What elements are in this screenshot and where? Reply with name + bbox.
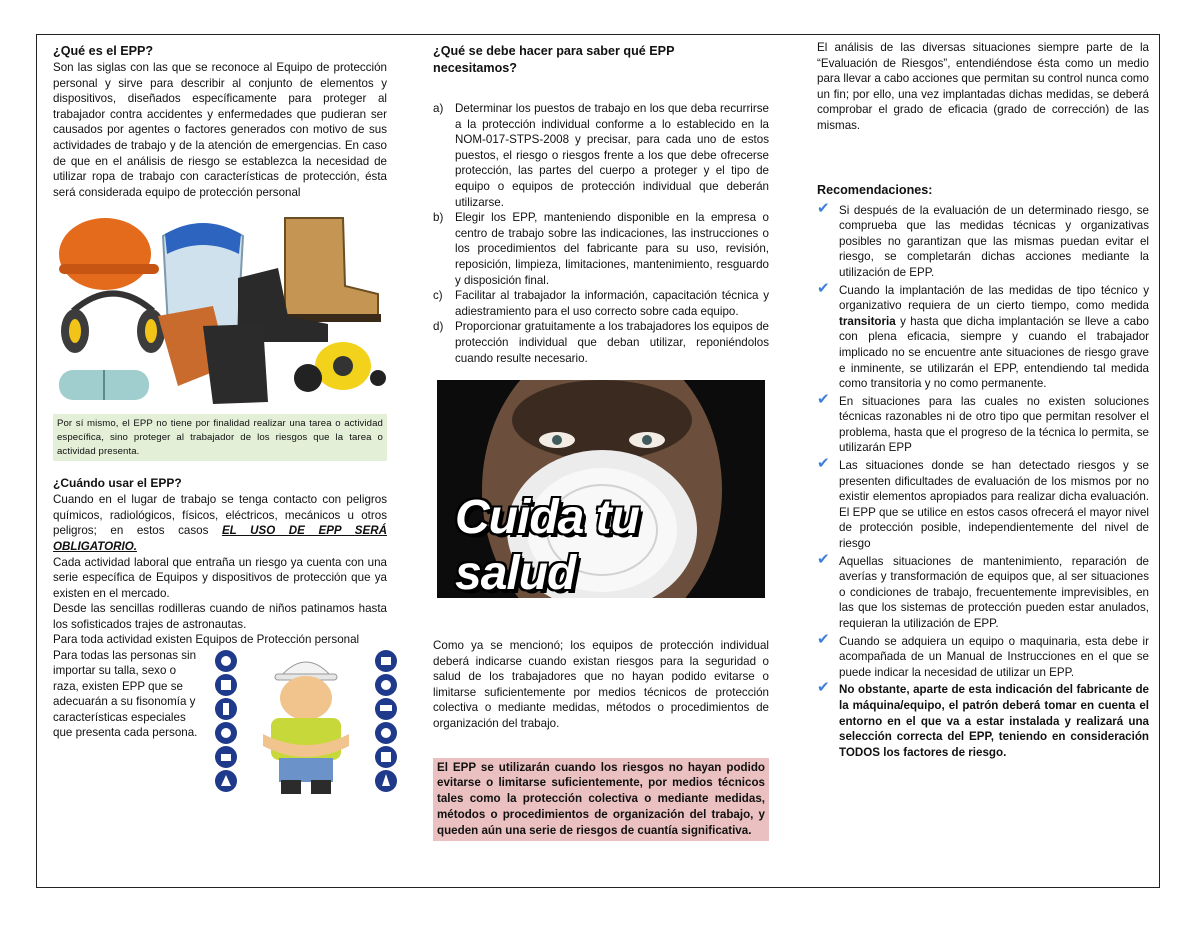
list-item-text: No obstante, aparte de esta indicación del fabricante de la máquina/equipo, el patrón deberá tomar en cuenta el entorno en el que va a estar instalada y realizará una selección correcta del EPP, teniendo en consideración TODOS <box>839 683 1149 759</box>
list-item-text: Facilitar al trabajador la información, capacitación técnica y adiestramiento para el uso correcto sobre cada equipo. <box>455 289 769 318</box>
safety-signs-left <box>213 650 239 801</box>
epp-purpose-note: Por sí mismo, el EPP no tiene por finalidad realizar una tarea o actividad específica, sino proteger al trabajador de los riesgos que la tarea o actividad presenta. <box>53 414 387 461</box>
list-item-emphasis: transitoria <box>839 314 896 328</box>
safety-signs-right <box>373 650 399 801</box>
list-item <box>433 288 769 319</box>
list-item-text: Cuando la implantación de las medidas de tipo técnico y organizativo requiera de un cierto tiempo, como medida <box>839 283 1149 313</box>
check-icon: ✔ <box>817 630 830 648</box>
every-activity-text: Para toda actividad existen Equipos de Protección personal <box>53 633 360 647</box>
boot-icon <box>283 218 381 322</box>
list-marker: c) <box>433 289 443 303</box>
list-item-text: En situaciones para las cuales no existen soluciones técnicas razonables ni de otro tipo que permitan resolver el problema, hasta que el progreso de la técnica lo permita, se utilizarán EPP <box>839 394 1149 455</box>
check-icon: ✔ <box>817 455 830 473</box>
all-people-text: Para todas las personas sin importar su talla, sexo o raza, existen EPP que se adecuarán a su fisonomía y características especiales que presenta cada persona. <box>53 649 198 740</box>
section-title-when-to-use: ¿Cuándo usar el EPP? <box>53 476 182 491</box>
list-item <box>817 455 1149 552</box>
safety-sign-icon <box>375 650 397 792</box>
list-item-text: Determinar los puestos de trabajo en los que deba recurrirse a la protección individual conforme a lo establecido en la NOM-017-STPS-2008 y precisar, para cada uno de estos puestos, el riesgo o riesgos frente a los que debe ofrecerse protección, las partes del cuerpo a proteger y el tipo de equipo o equipos de protección individual que deberán utilizarse. <box>455 102 769 209</box>
column-right <box>817 40 1149 762</box>
list-item-text: Cuando se adquiera un equipo o maquinaria, esta debe ir acompañada de un Manual de Instrucciones en el que se puede indicar la necesidad de utilizar un EPP. <box>839 634 1149 679</box>
respirator-icon <box>294 342 386 392</box>
list-item-text: Elegir los EPP, manteniendo disponible en la empresa o centro de trabajo sobre las indicaciones, las instrucciones o los procedimientos del fabricante para su uso, revisión, reposición, limpieza, limitaciones, mantenimiento, resguardo y disposición final. <box>455 211 769 287</box>
list-item <box>817 630 1149 681</box>
check-icon: ✔ <box>817 199 830 217</box>
check-icon: ✔ <box>817 550 830 568</box>
list-marker: d) <box>433 320 444 334</box>
list-item <box>817 679 1149 760</box>
list-item <box>817 279 1149 392</box>
list-item <box>433 101 769 210</box>
check-icon: ✔ <box>817 279 830 297</box>
what-is-epp-text: Son las siglas con las que se reconoce al Equipo de protección personal y sirve para describir al conjunto de elementos y dispositivos, diseñados específicamente para proteger al trabajador contra accidentes y enfermedades que pudieran ser causados por agentes o factores generados con motivo de sus actividades de trabajo y de la atención de emergencias. En caso de que en el análisis de riesgo se establezca la necesidad de utilizar ropa de trabajo con características de protección, ésta será considerada equipo de protección personal <box>53 61 387 199</box>
list-item-text: los factores de riesgo. <box>880 745 1007 759</box>
photo-caption: Cuida tu salud <box>455 491 639 599</box>
kneepads-astronauts-text: Desde las sencillas rodilleras cuando de niños patinamos hasta los sofisticados trajes de astronautas. <box>53 602 387 631</box>
goggles-icon <box>59 370 149 400</box>
check-icon: ✔ <box>817 390 830 408</box>
earmuffs-icon <box>61 294 165 354</box>
people-section <box>53 648 387 798</box>
list-item-text: Aquellas situaciones de mantenimiento, reparación de averías y transformación de equipos que, al ser situaciones o condiciones de trabajo, frecuentemente imprevisibles, en las que los sistemas de protección pueden estar anulados, requieran la utilización de EPP. <box>839 554 1149 630</box>
list-item <box>817 199 1149 281</box>
list-item-text: y hasta que dicha implantación se lleve a cabo con plena eficacia, siempre y cuando el trabajador implicado no se encuentre ante situaciones de riesgo grave e inminente, se utilizarán el EPP, entendiendo tal medida como transitoria y no como permanente. <box>839 314 1149 391</box>
list-item-text: Proporcionar gratuitamente a los trabajadores los equipos de protección individual que deban utilizar, reponiéndolos cuando resulte necesario. <box>455 320 769 365</box>
section-title-which-epp: ¿Qué se debe hacer para saber qué EPP necesitamos? <box>433 44 675 75</box>
ppe-collage-image <box>53 206 387 412</box>
list-item-text: Si después de la evaluación de un determinado riesgo, se comprueba que las medidas técnicas y organizativas posibles no garantizan que las mismas puedan evitar el riesgo, se completarán dichas acciones mediante la utilización de EPP. <box>839 203 1149 279</box>
mask-photo <box>437 380 765 598</box>
list-item <box>817 550 1149 632</box>
list-item-text: Las situaciones donde se han detectado riesgos y se presenten dificultades de evaluación de los mismos por no existir elementos apropiados para realizar dicha evaluación. El EPP que se utilice en estos casos ofrecerá el mayor nivel de protección posible, independientemente del nivel de riesgo <box>839 459 1149 551</box>
risk-evaluation-text: El análisis de las diversas situaciones siempre parte de la “Evaluación de Riesgos”, entendiéndose ésta como un medio para llevar a cabo acciones que permitan su control nunca como un fin; por ello, una vez implantadas dichas medidas, se deberá comprobar el grado de eficacia (grado de corrección) de las mismas. <box>817 41 1149 132</box>
list-marker: b) <box>433 211 444 225</box>
column-left <box>53 43 387 798</box>
list-item <box>817 390 1149 456</box>
collective-protection-text: Como ya se mencionó; los equipos de protección individual deberá indicarse cuando existan riesgos para la seguridad o salud de los trabajadores que no hayan podido evitarse o limitarse suficientemente por medios técnicos de protección colectiva o mediante medidas, métodos o procedimientos de organización del trabajo. <box>433 639 769 731</box>
epp-usage-highlight: El EPP se utilizarán cuando los riesgos no hayan podido evitarse o limitarse suficientemente, por medios técnicos tales como la protección colectiva o mediante medidas, métodos o procedimientos de organización del trabajo, y queden aún una serie de riesgos de cuantía significativa. <box>433 758 769 841</box>
recommendations-list <box>817 199 1149 761</box>
when-to-use-text <box>53 492 387 554</box>
safety-sign-icon <box>215 650 237 792</box>
worker-cartoon <box>251 648 361 803</box>
activity-equipment-text: Cada actividad laboral que entraña un riesgo ya cuenta con una serie específica de Equipos y dispositivos de protección que ya existen en el mercado. <box>53 555 387 600</box>
steps-list <box>433 101 769 366</box>
mandatory-notice: EL USO DE EPP SERÁ OBLIGATORIO. <box>53 524 387 553</box>
section-title-what-is-epp: ¿Qué es el EPP? <box>53 44 154 58</box>
check-icon: ✔ <box>817 679 830 697</box>
section-title-recommendations: Recomendaciones: <box>817 182 933 197</box>
list-item <box>433 210 769 288</box>
list-marker: a) <box>433 102 444 115</box>
helmet-icon <box>59 218 159 290</box>
when-to-use-lead: Cuando en el lugar de trabajo se tenga contacto con peligros químicos, radiológicos, físicos, eléctricos, mecánicos u otros peligros; en estos casos <box>53 493 387 538</box>
brochure-frame <box>36 34 1160 888</box>
column-middle <box>433 43 769 841</box>
list-item <box>433 319 769 366</box>
